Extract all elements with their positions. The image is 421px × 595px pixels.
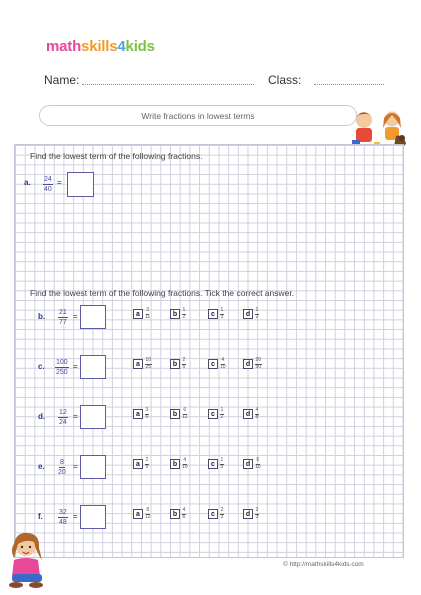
answer-box[interactable] [80, 305, 106, 329]
name-field[interactable] [82, 84, 254, 85]
graph-paper-grid [14, 144, 404, 558]
question-fraction: $\frac{12}{24}$ [59, 409, 67, 426]
option-letter[interactable]: d [243, 309, 253, 319]
answer-box[interactable] [67, 172, 94, 197]
question-label: b. [38, 312, 46, 321]
answer-option-a[interactable] [133, 458, 149, 470]
option-fraction: 3 11 [145, 307, 151, 320]
answer-option-c[interactable] [208, 308, 224, 320]
option-fraction: 1 2 [182, 307, 186, 320]
section2-instruction: Find the lowest term of the following fractions. Tick the correct answer. [30, 288, 295, 298]
option-letter[interactable]: d [243, 509, 253, 519]
worksheet-title-box [39, 105, 357, 126]
option-fraction: 2 5 [145, 457, 149, 470]
equals-sign: = [73, 312, 78, 321]
worksheet-title: Write fractions in lowest terms [141, 110, 255, 121]
option-letter[interactable]: b [170, 509, 180, 519]
option-fraction: 1 2 [255, 307, 259, 320]
question-label: a. [24, 178, 31, 187]
class-label: Class: [268, 73, 302, 87]
name-label: Name: [44, 73, 80, 87]
option-fraction: 4 10 [182, 457, 188, 470]
answer-option-c[interactable] [208, 458, 224, 470]
option-letter[interactable]: a [133, 309, 143, 319]
question-fraction: $\frac{100}{250}$ [56, 359, 68, 376]
class-field[interactable] [314, 84, 384, 85]
option-fraction: 4 6 [182, 507, 186, 520]
equals-sign: = [73, 462, 78, 471]
question-fraction: $\frac{32}{48}$ [59, 509, 67, 526]
question-label: f. [38, 512, 43, 521]
answer-option-c[interactable] [208, 408, 224, 420]
answer-option-d[interactable] [243, 508, 259, 520]
answer-option-a[interactable] [133, 408, 149, 420]
answer-option-d[interactable] [243, 458, 261, 470]
girl-illustration [4, 530, 50, 590]
option-fraction: 4 10 [220, 357, 226, 370]
option-letter[interactable]: c [208, 359, 218, 369]
answer-option-a[interactable] [133, 308, 150, 320]
option-fraction: 10 25 [145, 357, 152, 370]
option-letter[interactable]: c [208, 509, 218, 519]
question-fraction: $\frac{8}{20}$ [58, 459, 66, 476]
answer-option-c[interactable] [208, 508, 224, 520]
option-fraction: 2 5 [182, 357, 186, 370]
question-label: d. [38, 412, 46, 421]
option-fraction: 4 8 [255, 407, 259, 420]
option-fraction: 6 12 [182, 407, 188, 420]
footer-copyright: © http://mathskills4kids.com [283, 561, 364, 568]
answer-option-b[interactable] [170, 358, 186, 370]
option-letter[interactable]: d [243, 359, 253, 369]
answer-option-b[interactable] [170, 458, 188, 470]
question-label: e. [38, 462, 45, 471]
option-letter[interactable]: a [133, 459, 143, 469]
option-letter[interactable]: c [208, 409, 218, 419]
answer-option-b[interactable] [170, 508, 186, 520]
question-fraction: $\frac{21}{77}$ [59, 309, 67, 326]
answer-box[interactable] [80, 355, 106, 379]
option-fraction: 8 12 [145, 507, 151, 520]
section1-instruction: Find the lowest term of the following fractions. [30, 151, 203, 161]
option-fraction: 2 3 [255, 507, 259, 520]
answer-option-d[interactable] [243, 408, 259, 420]
option-letter[interactable]: b [170, 409, 180, 419]
option-letter[interactable]: c [208, 309, 218, 319]
equals-sign: = [73, 412, 78, 421]
option-letter[interactable]: c [208, 459, 218, 469]
answer-option-b[interactable] [170, 408, 188, 420]
answer-option-c[interactable] [208, 358, 226, 370]
answer-option-b[interactable] [170, 308, 186, 320]
option-letter[interactable]: b [170, 309, 180, 319]
answer-box[interactable] [80, 405, 106, 429]
equals-sign: = [73, 512, 78, 521]
site-logo: mathskills4kids [46, 38, 155, 55]
option-letter[interactable]: a [133, 359, 143, 369]
option-fraction: 1 5 [220, 457, 224, 470]
question-fraction: $\frac{24}{40}$ [44, 176, 52, 193]
answer-option-a[interactable] [133, 508, 151, 520]
option-fraction: 1 3 [220, 307, 224, 320]
answer-option-d[interactable] [243, 358, 262, 370]
option-fraction: 1 2 [220, 407, 224, 420]
option-letter[interactable]: b [170, 459, 180, 469]
answer-option-a[interactable] [133, 358, 152, 370]
equals-sign: = [57, 178, 62, 187]
option-letter[interactable]: d [243, 459, 253, 469]
answer-option-d[interactable] [243, 308, 259, 320]
option-fraction: 2 3 [220, 507, 224, 520]
option-letter[interactable]: b [170, 359, 180, 369]
option-fraction: 3 6 [145, 407, 149, 420]
equals-sign: = [73, 362, 78, 371]
answer-box[interactable] [80, 505, 106, 529]
option-fraction: 6 10 [255, 457, 261, 470]
option-letter[interactable]: a [133, 409, 143, 419]
question-label: c. [38, 362, 45, 371]
option-letter[interactable]: a [133, 509, 143, 519]
option-letter[interactable]: d [243, 409, 253, 419]
option-fraction: 20 50 [255, 357, 262, 370]
answer-box[interactable] [80, 455, 106, 479]
